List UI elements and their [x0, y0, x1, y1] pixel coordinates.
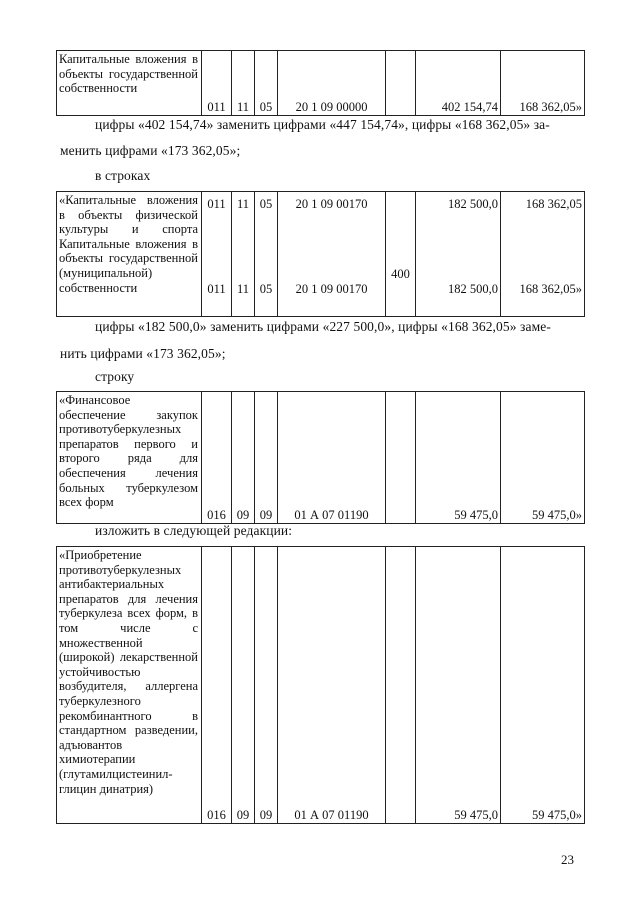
cell-csr: 01 А 07 01190	[278, 547, 386, 824]
cell-sum1: 59 475,0	[416, 392, 501, 524]
cell-rz: 09	[232, 547, 255, 824]
row-name-2: Капитальные вложения в объекты государственной (муниципальной) собственности	[59, 236, 198, 295]
cell-vr-1: 011	[207, 197, 226, 211]
cell-rz: 09	[232, 392, 255, 524]
cell-sum1-2: 182 500,0	[448, 281, 498, 296]
cell-vr: 011	[202, 51, 232, 116]
cell-vr	[202, 192, 232, 317]
budget-table-2	[56, 191, 585, 317]
cell-pr-2: 05	[259, 281, 273, 296]
paragraph-in-rows: в строках	[95, 168, 151, 183]
cell-wr	[386, 547, 416, 824]
cell-rz	[232, 192, 255, 317]
paragraph-change-1a: цифры «402 154,74» заменить цифрами «447 154,74», цифры «168 362,05» за-	[95, 117, 550, 132]
paragraph-change-1b: менить цифрами «173 362,05»;	[60, 143, 241, 158]
cell-wr	[386, 392, 416, 524]
row-name: «Финансовое обеспечение закупок противотуберкулезных препаратов первого и второго ряда для обеспечения лечения больных туберкулезом всех форм	[57, 392, 202, 524]
cell-csr-1: 20 1 09 00170	[295, 197, 368, 211]
cell-wr-2: 400	[391, 267, 410, 281]
budget-table-4	[56, 546, 585, 824]
paragraph-row: строку	[95, 369, 135, 384]
cell-pr: 09	[255, 392, 278, 524]
cell-sum1	[416, 192, 501, 317]
cell-sum2	[501, 192, 585, 317]
page-number: 23	[561, 852, 574, 867]
budget-table-3	[56, 391, 585, 524]
cell-pr: 09	[255, 547, 278, 824]
cell-csr: 20 1 09 00000	[278, 51, 386, 116]
cell-sum2: 59 475,0»	[501, 547, 585, 824]
row-name: «Приобретение противотуберкулезных антибактериальных препаратов для лечения туберкулеза всех форм, в том числе с множественной (широкой) лекарственной устойчивостью возбудителя, аллергена туберкулезного рекомбинантного в стандартном разведении, адъювантов химиотерапии (глутамилцистеинил-глицин динатрия)	[57, 547, 202, 824]
cell-sum2: 59 475,0»	[501, 392, 585, 524]
cell-sum1-1: 182 500,0	[448, 197, 498, 211]
cell-csr: 01 А 07 01190	[278, 392, 386, 524]
table-row	[57, 192, 585, 317]
cell-sum1: 402 154,74	[416, 51, 501, 116]
cell-rz: 11	[232, 51, 255, 116]
cell-vr: 016	[202, 392, 232, 524]
cell-rz-1: 11	[236, 197, 250, 211]
row-name-1: «Капитальные вложения в объекты физической культуры и спорта	[59, 193, 198, 237]
budget-table-1	[56, 50, 585, 116]
cell-sum2-2: 168 362,05»	[519, 281, 582, 296]
cell-sum2: 168 362,05»	[501, 51, 585, 116]
cell-wr	[386, 51, 416, 116]
paragraph-new-edition: изложить в следующей редакции:	[95, 523, 293, 538]
row-name: Капитальные вложения в объекты государственной собственности	[57, 51, 202, 116]
cell-pr	[255, 192, 278, 317]
cell-csr-2: 20 1 09 00170	[295, 281, 368, 296]
cell-sum2-1: 168 362,05	[525, 197, 582, 211]
table-row	[57, 547, 585, 824]
cell-csr	[278, 192, 386, 317]
cell-pr-1: 05	[259, 197, 273, 211]
cell-wr	[386, 192, 416, 317]
paragraph-change-2a: цифры «182 500,0» заменить цифрами «227 500,0», цифры «168 362,05» заме-	[95, 319, 551, 334]
cell-pr: 05	[255, 51, 278, 116]
cell-vr: 016	[202, 547, 232, 824]
cell-vr-2: 011	[207, 281, 226, 296]
cell-rz-2: 11	[236, 281, 250, 296]
table-row	[57, 51, 585, 116]
paragraph-change-2b: нить цифрами «173 362,05»;	[60, 346, 226, 361]
cell-sum1: 59 475,0	[416, 547, 501, 824]
row-name	[57, 192, 202, 317]
table-row	[57, 392, 585, 524]
